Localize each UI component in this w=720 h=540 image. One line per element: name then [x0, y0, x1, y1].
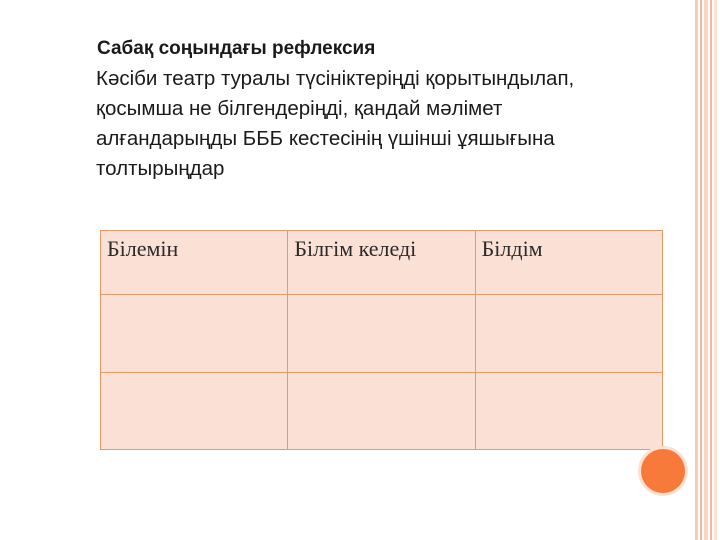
table-cell[interactable] [475, 295, 662, 373]
decorative-circle [641, 449, 685, 493]
instruction-line: алғандарыңды БББ кестесінің үшінші ұяшығына [96, 127, 555, 150]
table-cell[interactable] [288, 373, 475, 450]
kwl-table [100, 230, 663, 450]
instruction-line: толтырыңдар [96, 157, 225, 180]
table-header-row [101, 231, 663, 295]
table-cell[interactable] [101, 373, 288, 450]
slide-instructions [96, 64, 716, 184]
table-row [101, 373, 663, 450]
header-learned: Білдім [475, 231, 662, 295]
table-cell[interactable] [101, 295, 288, 373]
header-want-to-know: Білгім келеді [288, 231, 475, 295]
table-cell[interactable] [475, 373, 662, 450]
slide-heading: Сабақ соңындағы рефлексия [97, 38, 376, 59]
header-know: Білемін [101, 231, 288, 295]
table-cell[interactable] [288, 295, 475, 373]
instruction-line: Кәсіби театр туралы түсініктеріңді қорытындылап, [96, 67, 575, 90]
table-row [101, 295, 663, 373]
instruction-line: қосымша не білгендеріңді, қандай мәлімет [96, 97, 503, 120]
